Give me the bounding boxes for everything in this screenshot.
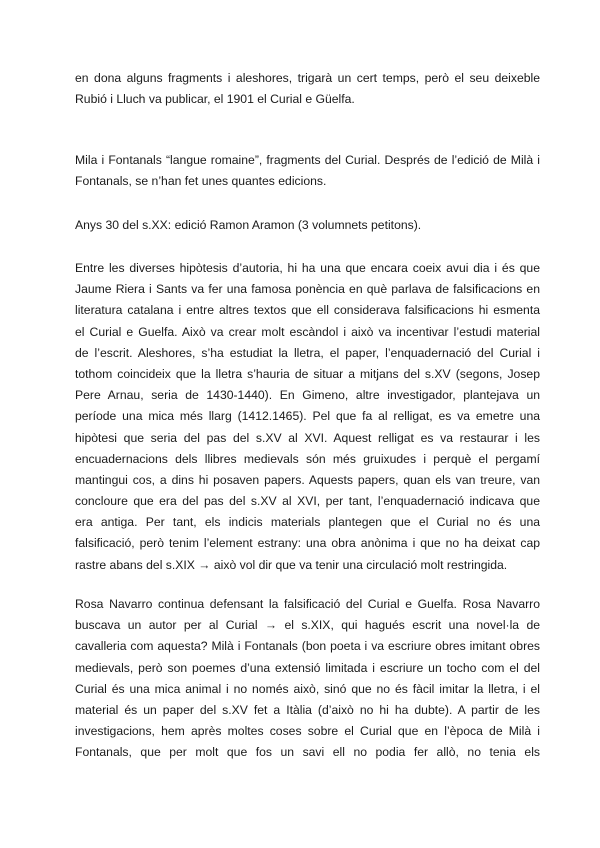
text-line: en dona alguns fragments i aleshores, trigarà un cert temps, però el seu deixeble bbox=[75, 71, 540, 85]
text-line: Entre les diverses hipòtesis d’autoria, hi ha una que encara coeix avui dia i és que bbox=[75, 261, 540, 275]
text-line: cavalleria com aquesta? Milà i Fontanals (bon poeta i va escriure obres imitant obres bbox=[75, 639, 540, 654]
text-line: Curial és una mica animal i no només això, sinó que no és fàcil imitar la lletra, i el bbox=[75, 681, 540, 696]
paragraph-2 bbox=[75, 150, 540, 192]
text-line: període una mica més llarg (1412.1465). Pel que fa al relligat, es va emetre una bbox=[75, 409, 540, 424]
paragraph-5 bbox=[75, 594, 540, 764]
text-line: rastre abans del s.XIX → això vol dir que va tenir una circulació molt restringida. bbox=[75, 557, 508, 572]
text-line: investigacions, hem après moltes coses sobre el Curial que en l’època de Milà i bbox=[75, 724, 540, 739]
text-line: Jaume Riera i Sants va fer una famosa ponència en què parlava de falsificacions en bbox=[75, 282, 540, 297]
text-line: encuadernacions dels llibres medievals són més gruixudes i perquè el pergamí bbox=[75, 451, 540, 466]
paragraph-3 bbox=[75, 215, 540, 236]
text-line: hipòtesi que seria del pas del s.XV al XVI. Aquest relligat es va restaurar i les bbox=[75, 430, 540, 445]
text-line: falsificació, però tenim l’element estrany: una obra anònima i que no ha deixat cap bbox=[75, 536, 540, 551]
text-line: Pere Arnau, seria de 1430-1440). En Gimeno, altre investigador, plantejava un bbox=[75, 388, 540, 403]
text-line: de l’escrit. Aleshores, s’ha estudiat la lletra, el paper, l’enquadernació del Curial i bbox=[75, 345, 540, 360]
text-line: tothom coincideix que la lletra s’hauria de situar a mitjans del s.XV (segons, Josep bbox=[75, 366, 540, 381]
text-line: Fontanals, que per molt que fos un savi ell no podia fer allò, no tenia els bbox=[75, 745, 540, 760]
paragraph-1 bbox=[75, 68, 540, 110]
text-line: Rubió i Lluch va publicar, el 1901 el Curial e Güelfa. bbox=[75, 92, 355, 107]
text-line: era antiga. Per tant, els indicis materials plantegen que el Curial no és una bbox=[75, 515, 540, 530]
text-line: medievals, però son poemes d’una extensió limitada i escriure un tocho com el del bbox=[75, 660, 540, 675]
text-line: Rosa Navarro continua defensant la falsificació del Curial e Guelfa. Rosa Navarro bbox=[75, 597, 540, 611]
text-line: material és un paper del s.XV fet a Itàlia (d’això no hi ha dubte). A partir de les bbox=[75, 702, 540, 717]
text-line: literatura catalana i entre altres textos que ell considerava falsificacions hi esmenta bbox=[75, 303, 540, 318]
paragraph-4 bbox=[75, 258, 540, 576]
text-line: Mila i Fontanals “langue romaine”, fragments del Curial. Després de l’edició de Milà i bbox=[75, 153, 540, 167]
text-line: mantingui cos, a dins hi posaven papers. Aquests papers, quan els van treure, van bbox=[75, 472, 540, 487]
text-line: el Curial e Guelfa. Això va crear molt escàndol i això va incentivar l’estudi material bbox=[75, 324, 540, 339]
text-line: buscava un autor per al Curial → el s.XIX, qui hagués escrit una novel·la de bbox=[75, 618, 540, 633]
text-line: Anys 30 del s.XX: edició Ramon Aramon (3 volumnets petitons). bbox=[75, 218, 422, 232]
text-line: Fontanals, se n’han fet unes quantes edicions. bbox=[75, 174, 327, 189]
text-line: concloure que era del pas del s.XV al XVI, per tant, l’enquadernació indicava que bbox=[75, 494, 540, 509]
